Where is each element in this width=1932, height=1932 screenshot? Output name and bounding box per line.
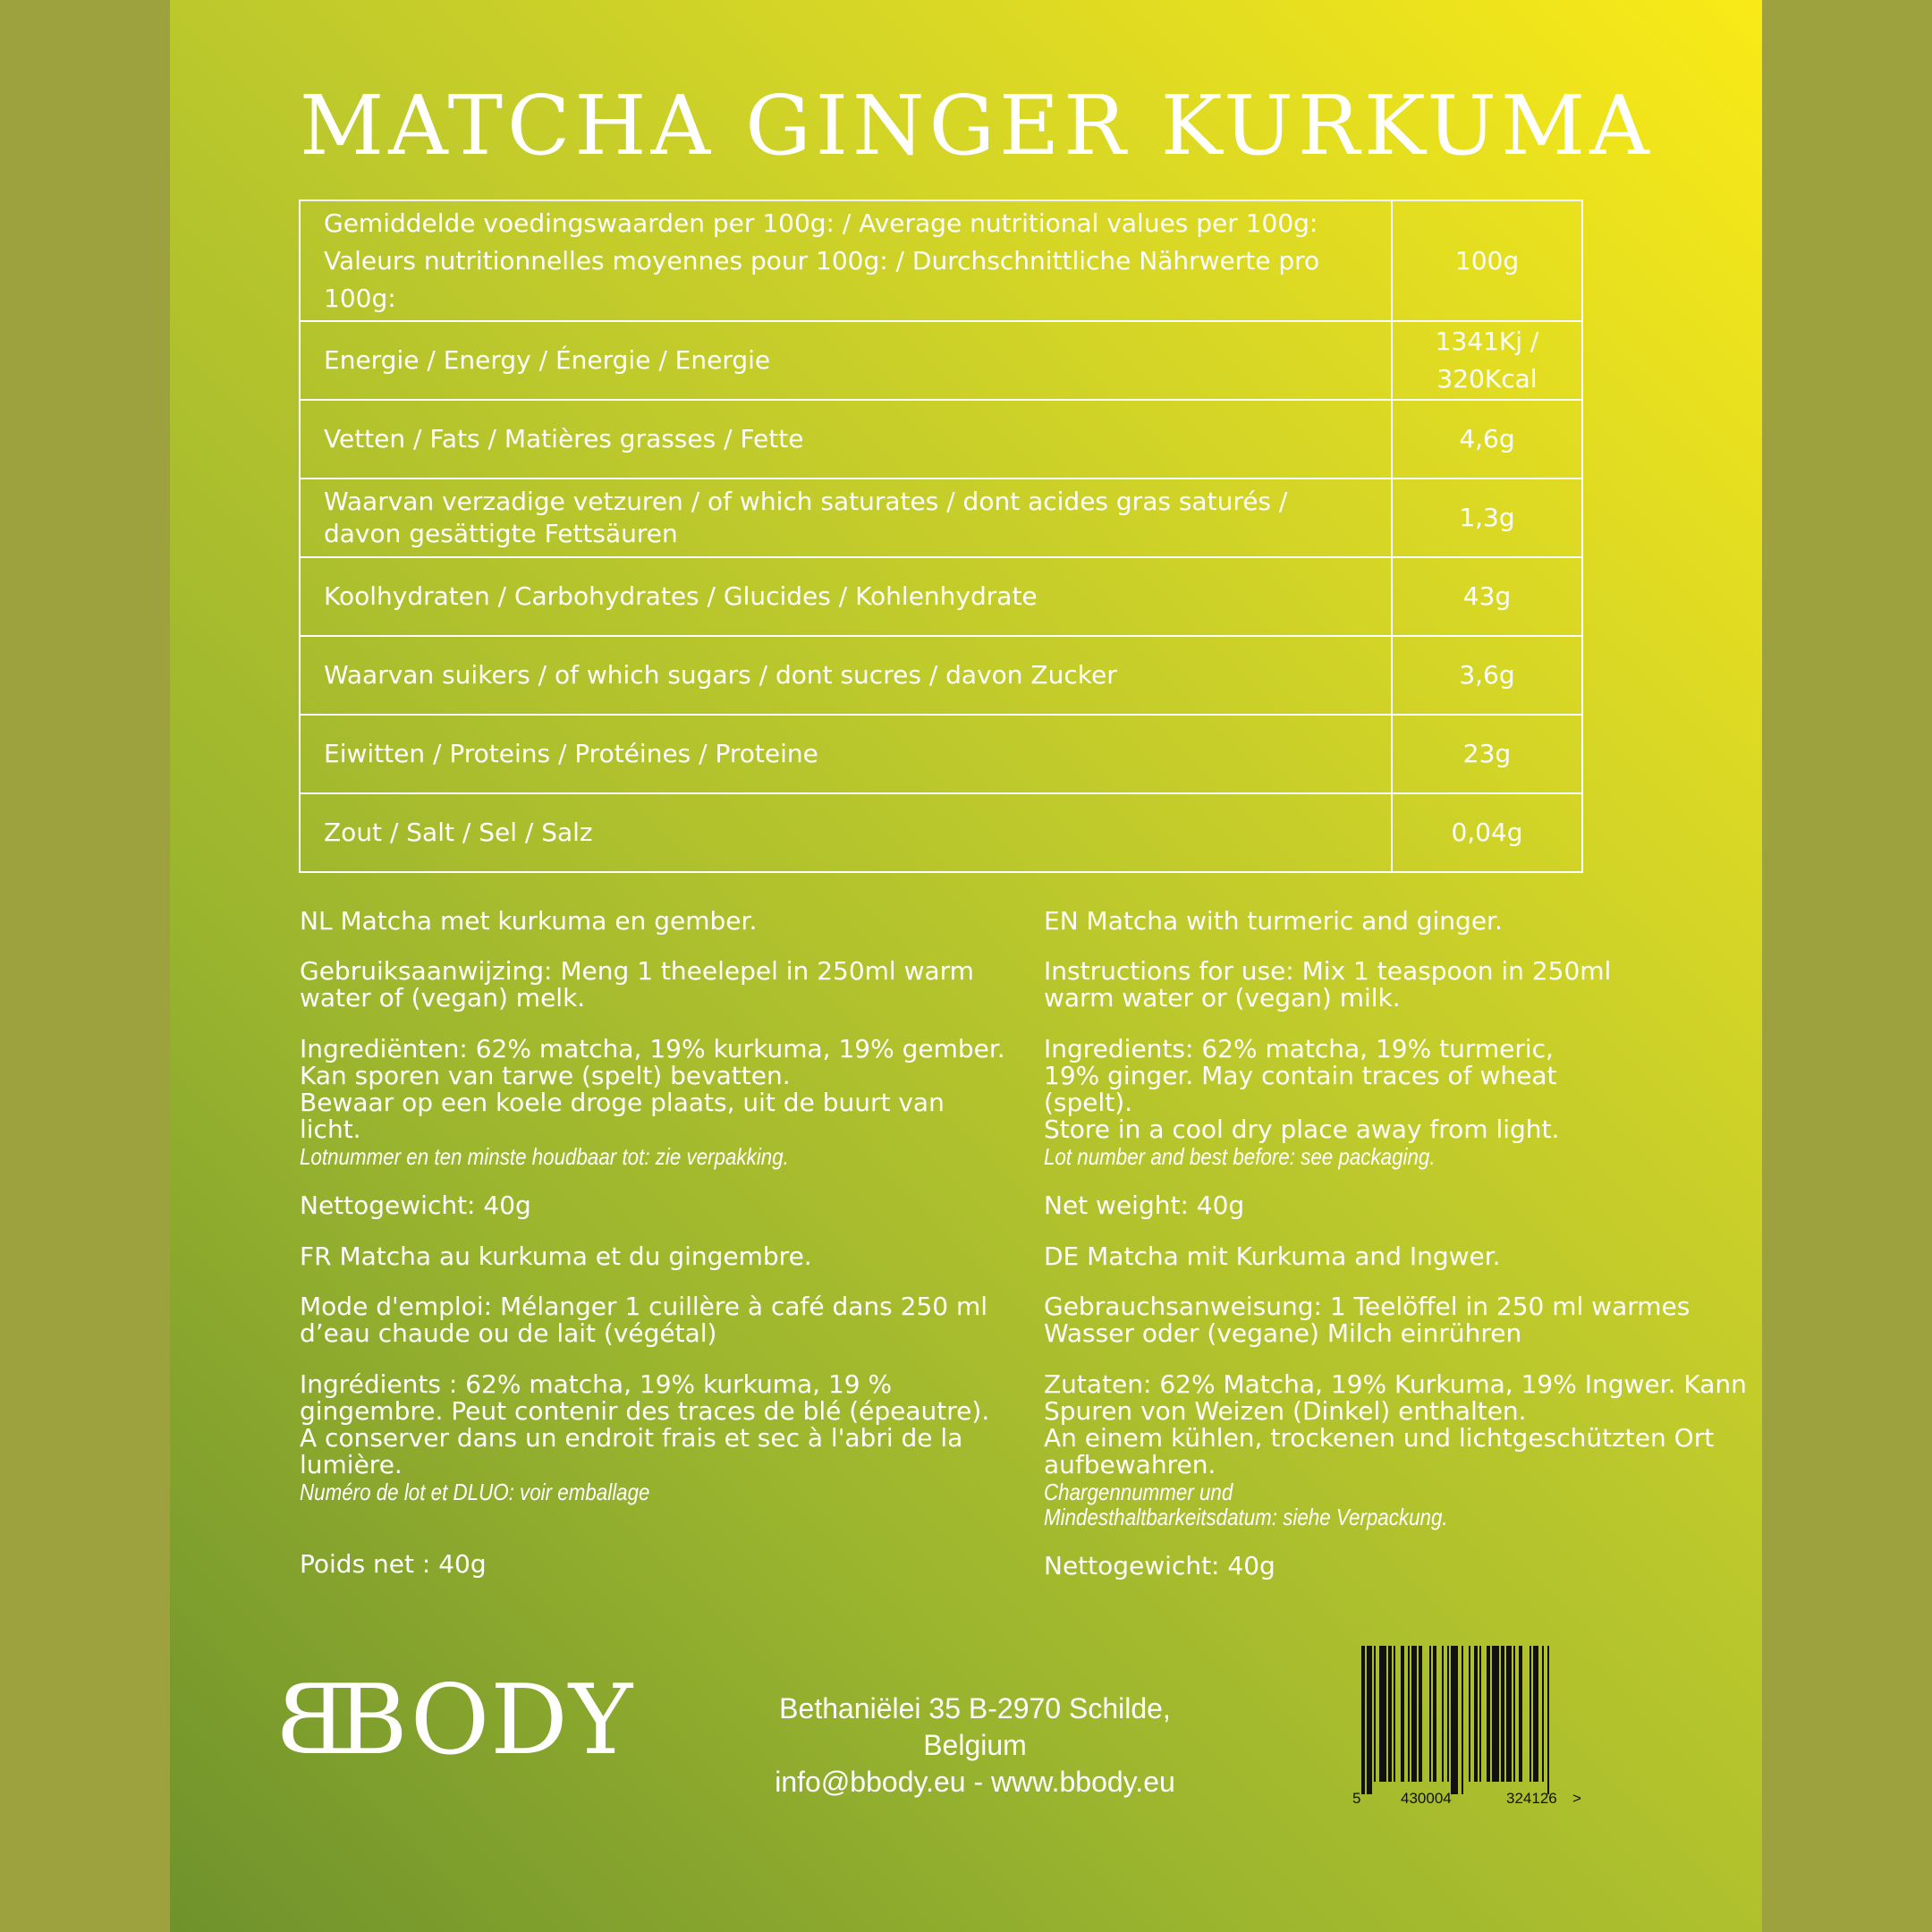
nutrition-value: 43g bbox=[1392, 557, 1582, 636]
nutrition-value: 23g bbox=[1392, 715, 1582, 793]
nutrition-row-energy bbox=[300, 321, 1582, 400]
barcode-bar bbox=[1530, 1646, 1531, 1782]
barcode-bars bbox=[1361, 1646, 1549, 1794]
nutrition-label: Energie / Energy / Énergie / Energie bbox=[300, 321, 1392, 400]
barcode-bar bbox=[1419, 1646, 1422, 1782]
nutrition-row-proteins bbox=[300, 715, 1582, 793]
nutrition-value: 3,6g bbox=[1392, 636, 1582, 715]
nutrition-header-label bbox=[300, 200, 1392, 321]
ingredients-text: Ingrediënten: 62% matcha, 19% kurkuma, 19% gember. Kan sporen van tarwe (spelt) bevatten. bbox=[300, 1033, 1005, 1090]
logo-mirrored-letter: B bbox=[275, 1665, 348, 1776]
net-weight: Nettogewicht: 40g bbox=[1044, 1550, 1275, 1580]
barcode-bar bbox=[1367, 1646, 1372, 1794]
storage-text: An einem kühlen, trockenen und lichtgeschützten Ort aufbewahren. bbox=[1044, 1423, 1715, 1480]
barcode-group1: 430004 bbox=[1401, 1790, 1452, 1807]
nutrition-value: 1341Kj / 320Kcal bbox=[1392, 321, 1582, 400]
section-heading: NL Matcha met kurkuma en gember. bbox=[300, 906, 758, 936]
barcode-bar bbox=[1433, 1646, 1436, 1782]
nutrition-label: Waarvan verzadige vetzuren / of which saturates / dont acides gras saturés / davon gesättigte Fettsäuren bbox=[300, 479, 1392, 557]
storage-text: Store in a cool dry place away from light. bbox=[1044, 1114, 1560, 1145]
nutrition-value: 4,6g bbox=[1392, 400, 1582, 479]
net-weight: Net weight: 40g bbox=[1044, 1190, 1245, 1220]
contact-line: info@bbody.eu - www.bbody.eu bbox=[775, 1765, 1175, 1798]
section-de bbox=[1044, 1243, 1759, 1580]
nutrition-table bbox=[299, 199, 1583, 873]
usage-text: Instructions for use: Mix 1 teaspoon in 250ml warm water or (vegan) milk. bbox=[1044, 956, 1612, 1013]
product-title: MATCHA GINGER KURKUMA bbox=[300, 78, 1654, 174]
product-label-back bbox=[170, 0, 1762, 1932]
barcode-bar bbox=[1542, 1646, 1544, 1782]
barcode-bar bbox=[1408, 1646, 1410, 1782]
barcode-bar bbox=[1379, 1646, 1386, 1782]
barcode-bar bbox=[1533, 1646, 1538, 1782]
barcode-group2: 324126 bbox=[1506, 1790, 1557, 1807]
barcode-bar bbox=[1479, 1646, 1481, 1782]
barcode-marker: > bbox=[1572, 1790, 1581, 1807]
net-weight: Nettogewicht: 40g bbox=[300, 1190, 531, 1220]
barcode bbox=[1343, 1644, 1612, 1814]
company-address bbox=[742, 1690, 1208, 1801]
nutrition-header-line2: Valeurs nutritionnelles moyennes pour 100g: / Durchschnittliche Nährwerte pro 100g: bbox=[324, 245, 1320, 313]
section-heading: DE Matcha mit Kurkuma and Ingwer. bbox=[1044, 1241, 1501, 1271]
barcode-bar bbox=[1506, 1646, 1512, 1782]
nutrition-row-fats bbox=[300, 400, 1582, 479]
bbody-logo bbox=[275, 1665, 634, 1776]
barcode-bar bbox=[1474, 1646, 1478, 1782]
nutrition-row-sugars bbox=[300, 636, 1582, 715]
barcode-digit-first: 5 bbox=[1352, 1790, 1361, 1807]
nutrition-label: Zout / Salt / Sel / Salz bbox=[300, 793, 1392, 872]
barcode-bar bbox=[1492, 1646, 1499, 1782]
storage-text: A conserver dans un endroit frais et sec à l'abri de la lumière. bbox=[300, 1423, 963, 1480]
barcode-bar bbox=[1429, 1646, 1431, 1782]
barcode-bar bbox=[1401, 1646, 1404, 1782]
nutrition-header-row bbox=[300, 200, 1582, 321]
barcode-bar bbox=[1388, 1646, 1392, 1782]
usage-text: Mode d'emploi: Mélanger 1 cuillère à café dans 250 ml d’eau chaude ou de lait (végétal) bbox=[300, 1292, 988, 1349]
barcode-bar bbox=[1442, 1646, 1444, 1782]
nutrition-row-carbohydrates bbox=[300, 557, 1582, 636]
barcode-bar bbox=[1447, 1646, 1449, 1782]
ingredients-text: Zutaten: 62% Matcha, 19% Kurkuma, 19% Ingwer. Kann Spuren von Weizen (Dinkel) enthalten. bbox=[1044, 1368, 1747, 1426]
section-fr bbox=[300, 1243, 1006, 1578]
nutrition-row-salt bbox=[300, 793, 1582, 872]
usage-text: Gebruiksaanwijzing: Meng 1 theelepel in 250ml warm water of (vegan) melk. bbox=[300, 956, 974, 1013]
barcode-bar bbox=[1411, 1646, 1417, 1782]
section-heading: FR Matcha au kurkuma et du gingembre. bbox=[300, 1241, 812, 1271]
barcode-bar bbox=[1513, 1646, 1515, 1782]
nutrition-label: Koolhydraten / Carbohydrates / Glucides / Kohlenhydrate bbox=[300, 557, 1392, 636]
section-nl bbox=[300, 908, 1006, 1219]
barcode-bar bbox=[1394, 1646, 1395, 1782]
usage-text: Gebrauchsanweisung: 1 Teelöffel in 250 ml warmes Wasser oder (vegane) Milch einrühren bbox=[1044, 1292, 1690, 1349]
barcode-bar bbox=[1374, 1646, 1376, 1782]
nutrition-value: 1,3g bbox=[1392, 479, 1582, 557]
nutrition-value: 0,04g bbox=[1392, 793, 1582, 872]
section-heading: EN Matcha with turmeric and ginger. bbox=[1044, 906, 1503, 936]
address-line: Bethaniëlei 35 B-2970 Schilde, Belgium bbox=[779, 1692, 1171, 1761]
barcode-bar bbox=[1451, 1646, 1458, 1794]
section-en bbox=[1044, 908, 1616, 1219]
net-weight: Poids net : 40g bbox=[300, 1548, 487, 1579]
barcode-bar bbox=[1501, 1646, 1504, 1782]
nutrition-label: Waarvan suikers / of which sugars / dont sucres / davon Zucker bbox=[300, 636, 1392, 715]
storage-text: Bewaar op een koele droge plaats, uit de buurt van licht. bbox=[300, 1088, 945, 1145]
lot-text: Lot number and best before: see packaging. bbox=[1044, 1142, 1436, 1170]
barcode-bar bbox=[1547, 1646, 1549, 1794]
ingredients-text: Ingrédients : 62% matcha, 19% kurkuma, 19 % gingembre. Peut contenir des traces de blé (épeautre). bbox=[300, 1368, 990, 1426]
nutrition-label: Eiwitten / Proteins / Protéines / Proteine bbox=[300, 715, 1392, 793]
logo-text: BODY bbox=[336, 1665, 634, 1776]
lot-text: Chargennummer und Mindesthaltbarkeitsdatum: siehe Verpackung. bbox=[1044, 1478, 1448, 1530]
lot-text: Lotnummer en ten minste houdbaar tot: zie verpakking. bbox=[300, 1142, 789, 1170]
barcode-bar bbox=[1469, 1646, 1470, 1782]
ingredients-text: Ingredients: 62% matcha, 19% turmeric, 19% ginger. May contain traces of wheat (spelt). bbox=[1044, 1033, 1557, 1118]
nutrition-header-line1: Gemiddelde voedingswaarden per 100g: / Average nutritional values per 100g: bbox=[324, 208, 1318, 238]
barcode-bar bbox=[1361, 1646, 1365, 1794]
nutrition-label: Vetten / Fats / Matières grasses / Fette bbox=[300, 400, 1392, 479]
barcode-bar bbox=[1487, 1646, 1490, 1782]
lot-text: Numéro de lot et DLUO: voir emballage bbox=[300, 1478, 650, 1505]
barcode-bar bbox=[1519, 1646, 1522, 1782]
nutrition-header-value: 100g bbox=[1392, 200, 1582, 321]
nutrition-row-saturates bbox=[300, 479, 1582, 557]
barcode-bar bbox=[1462, 1646, 1463, 1794]
